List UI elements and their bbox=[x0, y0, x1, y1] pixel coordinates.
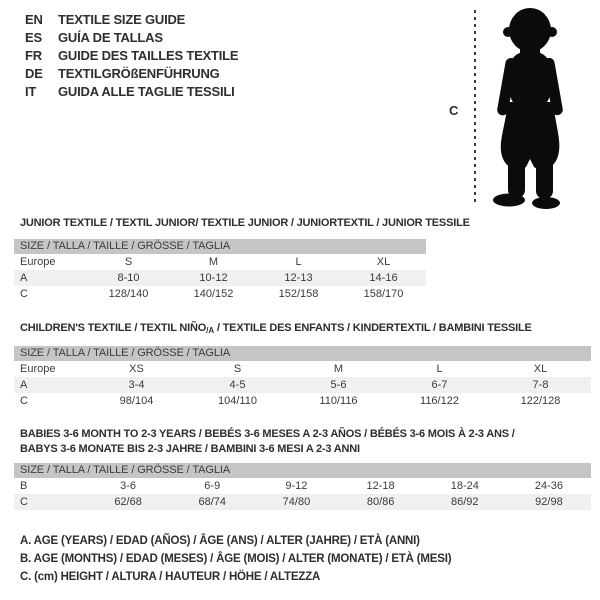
language-title-list bbox=[25, 11, 238, 101]
size-cell: XL bbox=[376, 256, 391, 268]
size-cell: L bbox=[295, 256, 302, 268]
size-cell: M bbox=[333, 363, 344, 375]
size-header-bar: SIZE / TALLA / TAILLE / GRÖSSE / TAGLIA bbox=[14, 346, 591, 361]
height-cell: 128/140 bbox=[108, 288, 149, 300]
height-cell: 68/74 bbox=[198, 496, 227, 508]
toddler-silhouette-icon bbox=[482, 6, 577, 212]
height-cell: 62/68 bbox=[114, 496, 142, 508]
row-label: A bbox=[20, 272, 28, 284]
language-code: IT bbox=[25, 84, 37, 99]
size-cell: XS bbox=[129, 363, 144, 375]
children-title-part2: / TEXTILE DES ENFANTS / KINDERTEXTIL / BAMBINI TESSILE bbox=[214, 322, 532, 334]
language-row-de bbox=[25, 65, 238, 83]
row-label: C bbox=[20, 288, 28, 300]
age-cell: 3-4 bbox=[128, 379, 145, 391]
size-cell: M bbox=[208, 256, 219, 268]
height-cell: 92/98 bbox=[535, 496, 563, 508]
table-row bbox=[14, 286, 426, 302]
row-label: Europe bbox=[20, 363, 56, 375]
table-row bbox=[14, 377, 591, 393]
children-title-part1: CHILDREN'S TEXTILE / TEXTIL NIÑO bbox=[20, 322, 207, 334]
age-cell: 6-7 bbox=[431, 379, 448, 391]
babies-title-line1: BABIES 3-6 MONTH TO 2-3 YEARS / BEBÉS 3-6 MESES A 2-3 AÑOS / BÉBÉS 3-6 MOIS À 2-3 ANS / bbox=[20, 428, 515, 440]
table-row bbox=[14, 494, 591, 510]
age-cell: 8-10 bbox=[117, 272, 140, 284]
language-code: DE bbox=[25, 66, 43, 81]
age-cell: 5-6 bbox=[330, 379, 347, 391]
size-header-bar: SIZE / TALLA / TAILLE / GRÖSSE / TAGLIA bbox=[14, 239, 426, 254]
babies-title-line2: BABYS 3-6 MONATE BIS 2-3 JAHRE / BAMBINI 3-6 MESI A 2-3 ANNI bbox=[20, 443, 360, 455]
babies-size-table bbox=[14, 463, 591, 510]
table-row bbox=[14, 270, 426, 286]
language-title: GUIDE DES TAILLES TEXTILE bbox=[58, 48, 239, 63]
measurement-legend bbox=[20, 532, 451, 586]
age-cell: 24-36 bbox=[534, 480, 564, 492]
table-row bbox=[14, 478, 591, 494]
language-title: GUIDA ALLE TAGLIE TESSILI bbox=[58, 84, 235, 99]
height-cell: 86/92 bbox=[451, 496, 479, 508]
junior-size-table bbox=[14, 239, 426, 302]
row-label: B bbox=[20, 480, 28, 492]
height-cell: 152/158 bbox=[278, 288, 319, 300]
age-cell: 12-18 bbox=[366, 480, 395, 492]
language-title: TEXTILE SIZE GUIDE bbox=[58, 12, 186, 27]
size-header-bar: SIZE / TALLA / TAILLE / GRÖSSE / TAGLIA bbox=[14, 463, 591, 478]
age-cell: 3-6 bbox=[120, 480, 137, 492]
table-row bbox=[14, 254, 426, 270]
junior-table-title: JUNIOR TEXTILE / TEXTIL JUNIOR/ TEXTILE JUNIOR / JUNIORTEXTIL / JUNIOR TESSILE bbox=[20, 217, 470, 229]
height-cell: 74/80 bbox=[282, 496, 311, 508]
size-cell: S bbox=[124, 256, 133, 268]
language-row-en bbox=[25, 11, 238, 29]
row-label: C bbox=[20, 496, 28, 508]
language-row-fr bbox=[25, 47, 238, 65]
height-cell: 104/110 bbox=[218, 395, 257, 407]
height-cell: 140/152 bbox=[193, 288, 234, 300]
table-row bbox=[14, 361, 591, 377]
height-measure-label: C bbox=[449, 103, 459, 118]
children-table-title bbox=[20, 322, 532, 335]
age-cell: 10-12 bbox=[199, 272, 228, 284]
size-cell: S bbox=[233, 363, 242, 375]
language-row-es bbox=[25, 29, 238, 47]
height-cell: 158/170 bbox=[363, 288, 404, 300]
table-row bbox=[14, 393, 591, 409]
height-cell: 80/86 bbox=[366, 496, 395, 508]
row-label: Europe bbox=[20, 256, 56, 268]
children-size-table bbox=[14, 346, 591, 409]
age-cell: 12-13 bbox=[284, 272, 313, 284]
language-title: GUÍA DE TALLAS bbox=[58, 30, 163, 45]
language-code: FR bbox=[25, 48, 42, 63]
age-cell: 18-24 bbox=[450, 480, 479, 492]
height-cell: 98/104 bbox=[119, 395, 154, 407]
age-cell: 7-8 bbox=[532, 379, 549, 391]
legend-line-a: A. AGE (YEARS) / EDAD (AÑOS) / ÂGE (ANS) / ALTER (JAHRE) / ETÀ (ANNI) bbox=[20, 535, 420, 547]
height-cell: 116/122 bbox=[420, 395, 459, 407]
size-cell: XL bbox=[533, 363, 548, 375]
babies-table-title bbox=[20, 427, 515, 457]
language-title: TEXTILGRÖßENFÜHRUNG bbox=[58, 66, 220, 81]
age-cell: 14-16 bbox=[369, 272, 398, 284]
height-cell: 110/116 bbox=[319, 395, 358, 407]
legend-line-b: B. AGE (MONTHS) / EDAD (MESES) / ÂGE (MOIS) / ALTER (MONATE) / ETÀ (MESI) bbox=[20, 553, 452, 565]
height-cell: 122/128 bbox=[520, 395, 561, 407]
row-label: C bbox=[20, 395, 28, 407]
legend-line-c: C. (cm) HEIGHT / ALTURA / HAUTEUR / HÖHE / ALTEZZA bbox=[20, 571, 321, 583]
language-row-it bbox=[25, 83, 238, 101]
language-code: ES bbox=[25, 30, 42, 45]
height-measure-dotted-line bbox=[474, 10, 476, 205]
language-code: EN bbox=[25, 12, 43, 27]
age-cell: 4-5 bbox=[229, 379, 246, 391]
size-cell: L bbox=[436, 363, 443, 375]
age-cell: 6-9 bbox=[204, 480, 221, 492]
children-title-subscript: /A bbox=[206, 326, 215, 335]
row-label: A bbox=[20, 379, 28, 391]
age-cell: 9-12 bbox=[285, 480, 308, 492]
